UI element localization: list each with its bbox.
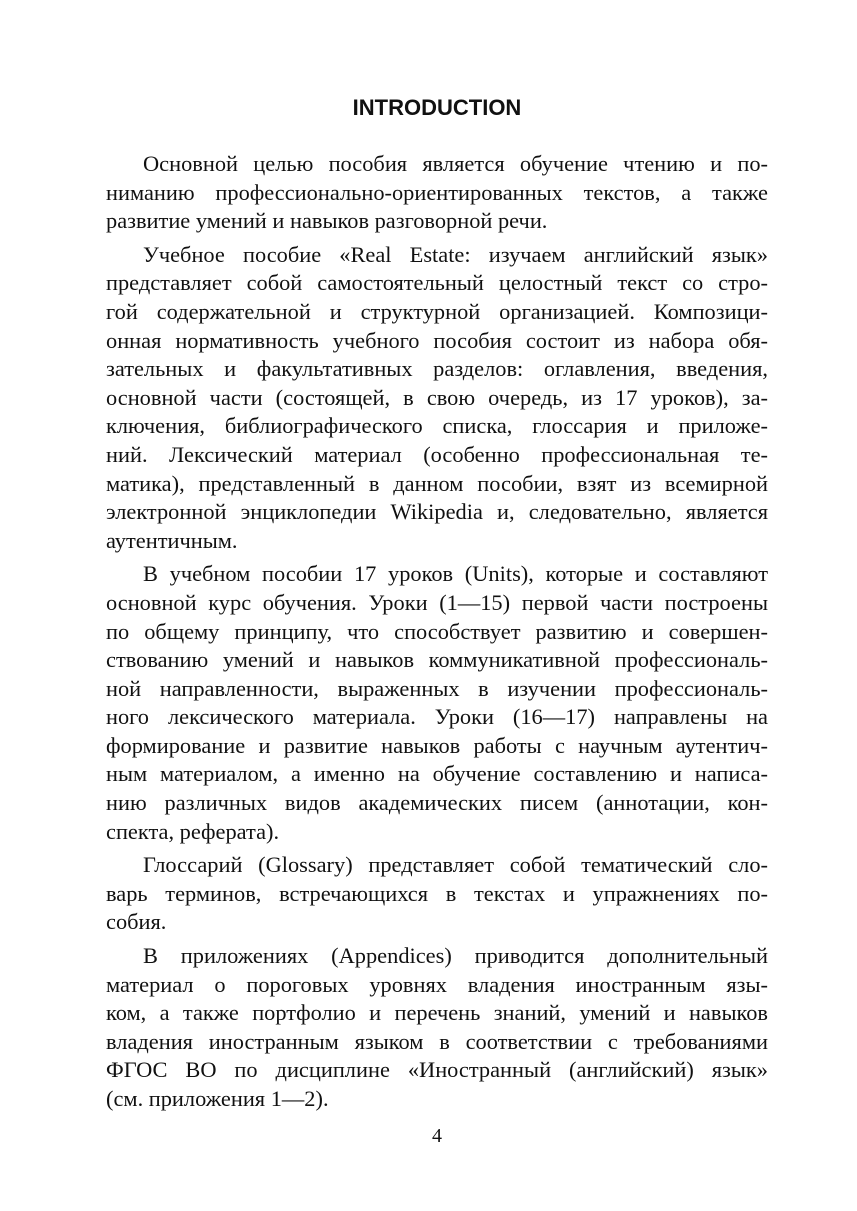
text-line: варь терминов, встречающихся в текстах и упражнениях по- bbox=[106, 880, 768, 906]
text-line: ниманию профессионально-ориентированных текстов, а также bbox=[106, 179, 768, 205]
text-line: спекта, реферата). bbox=[106, 818, 280, 844]
text-line: ком, а также портфолио и перечень знаний, умений и навыков bbox=[106, 1000, 768, 1026]
text-line: владения иностранным языком в соответствии с требованиями bbox=[106, 1028, 768, 1054]
text-line: ного лексического материала. Уроки (16—17) направлены на bbox=[106, 704, 768, 730]
text-line: по общему принципу, что способствует развитию и совершен- bbox=[106, 618, 768, 644]
text-line: В учебном пособии 17 уроков (Units), которые и составляют bbox=[143, 561, 768, 587]
paragraph bbox=[106, 241, 768, 556]
text-line: матика), представленный в данном пособии, взят из всемирной bbox=[106, 470, 768, 496]
text-line: развитие умений и навыков разговорной речи. bbox=[106, 208, 548, 234]
body-text bbox=[106, 150, 768, 1119]
text-line: онная нормативность учебного пособия состоит из набора обя- bbox=[106, 327, 768, 353]
page-title: INTRODUCTION bbox=[352, 95, 522, 120]
text-line: материал о пороговых уровнях владения иностранным язы- bbox=[106, 971, 768, 997]
paragraph bbox=[106, 851, 768, 937]
text-line: основной курс обучения. Уроки (1—15) первой части построены bbox=[106, 589, 768, 615]
text-line: собия. bbox=[106, 909, 167, 935]
text-line: ствованию умений и навыков коммуникативной профессиональ- bbox=[106, 647, 768, 673]
text-line: Глоссарий (Glossary) представляет собой тематический сло- bbox=[143, 852, 768, 878]
text-line: формирование и развитие навыков работы с научным аутентич- bbox=[106, 732, 768, 758]
text-line: зательных и факультативных разделов: оглавления, введения, bbox=[106, 356, 768, 382]
text-line: ний. Лексический материал (особенно профессиональная те- bbox=[106, 441, 768, 467]
paragraph bbox=[106, 942, 768, 1114]
text-line: электронной энциклопедии Wikipedia и, следовательно, является bbox=[106, 499, 768, 525]
paragraph bbox=[106, 150, 768, 236]
text-line: (см. приложения 1—2). bbox=[106, 1086, 329, 1111]
text-line: ным материалом, а именно на обучение составлению и написа- bbox=[106, 761, 768, 787]
text-line: ключения, библиографического списка, глоссария и приложе- bbox=[106, 413, 768, 439]
text-line: гой содержательной и структурной организацией. Композици- bbox=[106, 298, 768, 324]
paragraph bbox=[106, 560, 768, 846]
text-line: Учебное пособие «Real Estate: изучаем английский язык» bbox=[143, 241, 768, 267]
text-line: ФГОС ВО по дисциплине «Иностранный (английский) язык» bbox=[106, 1057, 768, 1083]
text-line: Основной целью пособия является обучение чтению и по- bbox=[143, 151, 768, 176]
text-line: В приложениях (Appendices) приводится дополнительный bbox=[143, 943, 768, 969]
text-line: нию различных видов академических писем (аннотации, кон- bbox=[106, 790, 768, 816]
page-number: 4 bbox=[432, 1125, 442, 1147]
text-line: представляет собой самостоятельный целостный текст со стро- bbox=[106, 270, 768, 296]
text-line: аутентичным. bbox=[106, 527, 238, 553]
text-line: основной части (состоящей, в свою очередь, из 17 уроков), за- bbox=[106, 384, 768, 410]
text-line: ной направленности, выраженных в изучении профессиональ- bbox=[106, 675, 768, 701]
